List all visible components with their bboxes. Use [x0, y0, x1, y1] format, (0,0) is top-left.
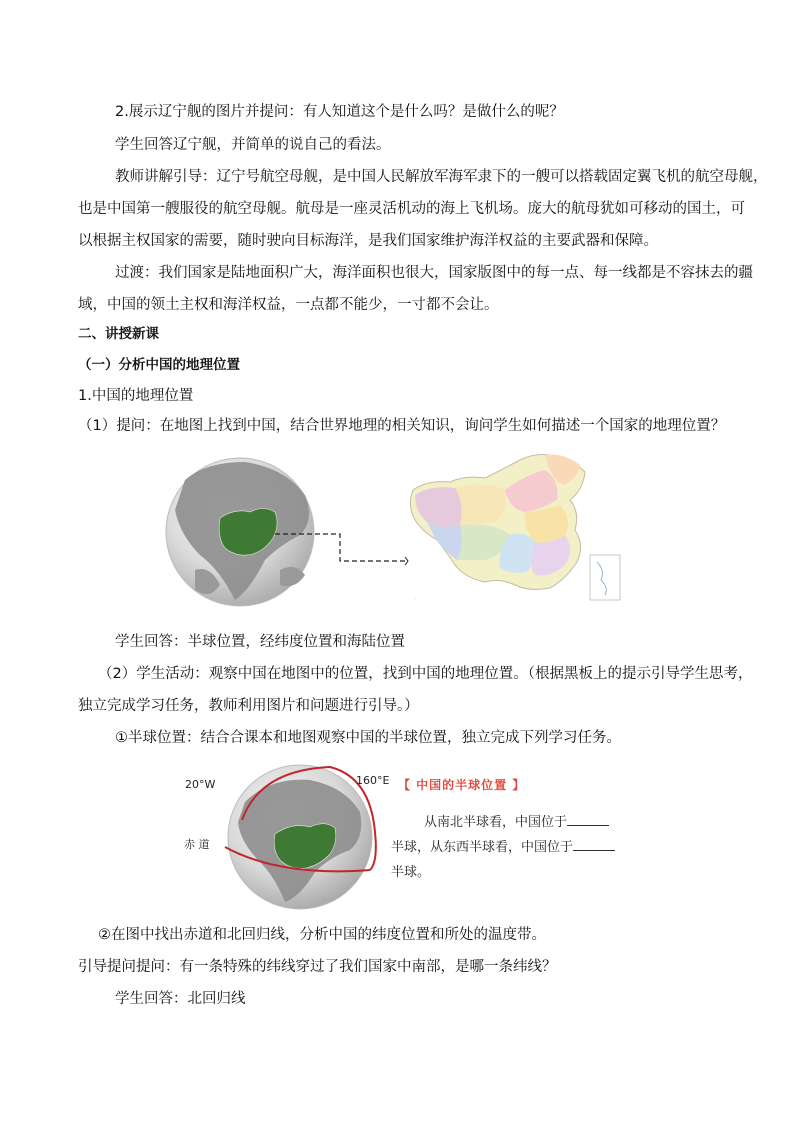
subsection-heading: （一）分析中国的地理位置	[78, 357, 240, 373]
globe-icon	[166, 458, 314, 606]
activity-line: 独立完成学习任务，教师利用图片和问题进行引导。）	[78, 698, 419, 714]
paragraph-line: 教师讲解引导：辽宁号航空母舰，是中国人民解放军海军隶下的一艘可以搭载固定翼飞机的航空母舰，	[115, 169, 768, 185]
hemisphere-question-line	[391, 835, 615, 860]
hemisphere-question-line	[424, 810, 609, 835]
answer-blank[interactable]	[567, 813, 609, 826]
paragraph-line: 以根据主权国家的需要，随时驶向目标海洋，是我们国家维护海洋权益的主要武器和保障。	[78, 233, 658, 249]
svg-text:·: ·	[415, 596, 417, 601]
hemisphere-line-2: 半球，从东西半球看，中国位于	[391, 840, 574, 855]
answer-line: 学生回答：北回归线	[115, 991, 246, 1007]
question-line: （1）提问：在地图上找到中国，结合世界地理的相关知识，询问学生如何描述一个国家的地理位置？	[78, 418, 726, 434]
question-line: 引导提问提问：有一条特殊的纬线穿过了我们国家中南部，是哪一条纬线？	[78, 959, 557, 975]
hemisphere-title: 【 中国的半球位置 】	[398, 778, 526, 792]
hemisphere-line-1: 从南北半球看，中国位于	[424, 815, 568, 830]
china-map-icon	[410, 454, 620, 601]
longitude-label-west: 20°W	[185, 778, 216, 791]
task-line: ②在图中找出赤道和北回归线，分析中国的纬度位置和所处的温度带。	[98, 927, 546, 943]
hemisphere-question-line: 半球。	[391, 865, 431, 880]
paragraph-line: 学生回答辽宁舰，并简单的说自己的看法。	[115, 137, 391, 153]
paragraph-line: 2.展示辽宁舰的图片并提问：有人知道这个是什么吗？是做什么的呢？	[115, 104, 564, 120]
longitude-label-east: 160°E	[356, 774, 390, 787]
paragraph-line: 也是中国第一艘服役的航空母舰。航母是一座灵活机动的海上飞机场。庞大的航母犹如可移动的国土，可	[78, 201, 745, 217]
answer-blank[interactable]	[573, 838, 615, 851]
activity-line: （2）学生活动：观察中国在地图中的位置，找到中国的地理位置。（根据黑板上的提示引导学生思考，	[98, 666, 753, 682]
paragraph-line: 域，中国的领土主权和海洋权益，一点都不能少，一寸都不会让。	[78, 297, 499, 313]
paragraph-line: 过渡：我们国家是陆地面积广大，海洋面积也很大，国家版图中的每一点、每一线都是不容抹去的疆	[115, 265, 753, 281]
task-line: ①半球位置：结合合课本和地图观察中国的半球位置，独立完成下列学习任务。	[115, 730, 621, 746]
answer-line: 学生回答：半球位置，经纬度位置和海陆位置	[115, 634, 405, 650]
subsubsection-heading: 1.中国的地理位置	[78, 388, 194, 404]
section-heading: 二、讲授新课	[78, 326, 159, 342]
equator-label: 赤 道	[184, 838, 210, 851]
china-location-figure	[165, 450, 625, 615]
